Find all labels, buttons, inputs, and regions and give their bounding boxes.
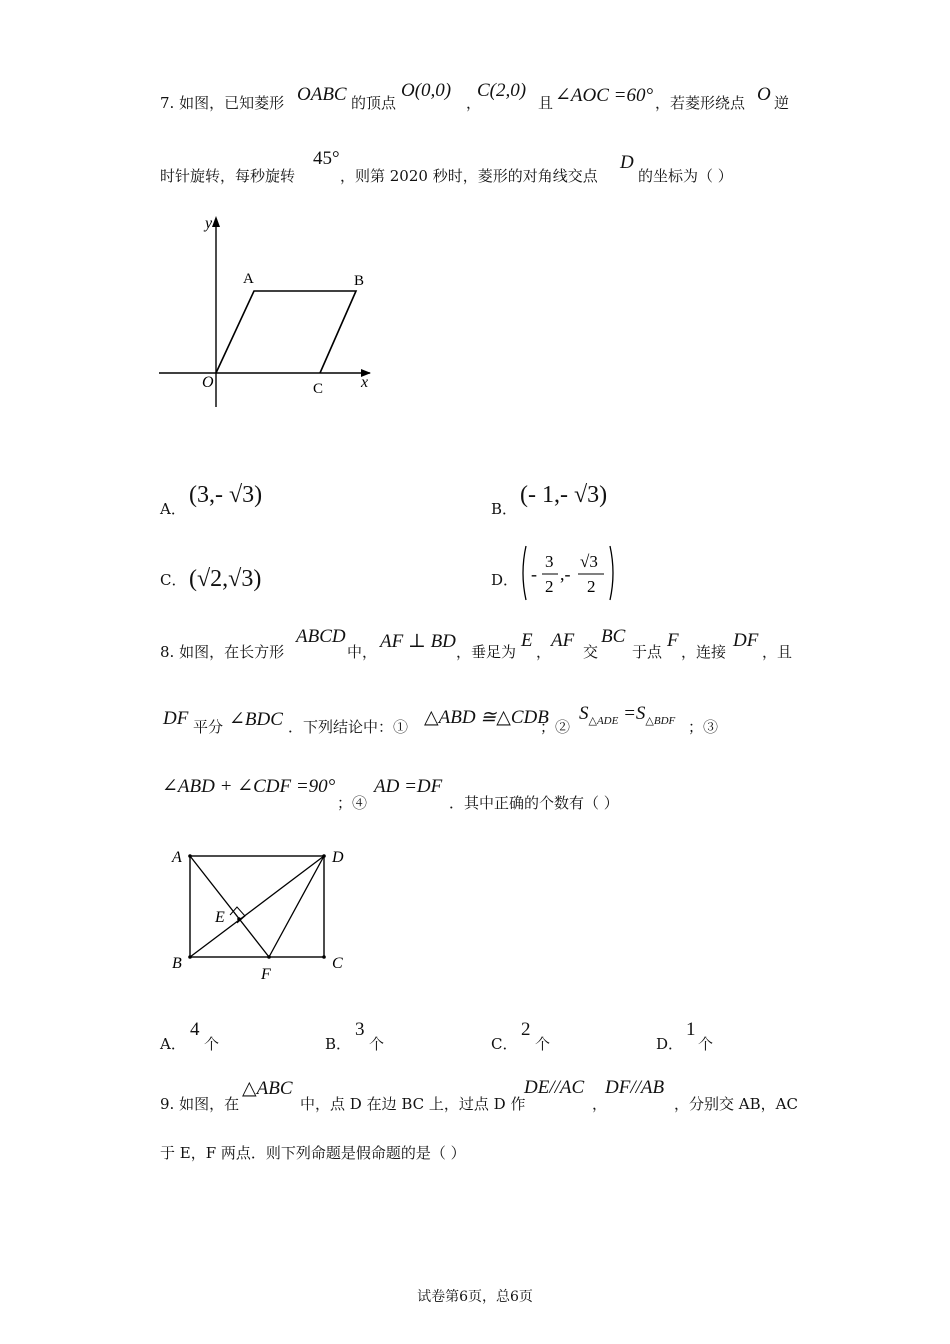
q8-math-bc: BC [601,626,626,647]
q7-option-c-label: C． [160,571,187,589]
q7-label-c: C [313,381,324,397]
q8-math-abcd: ABCD [296,626,346,647]
q8-label-b: B [172,955,182,972]
q8-option-d-unit: 个 [698,1035,714,1053]
q7-label-a: A [243,271,254,287]
q7-label-b: B [354,273,365,289]
q7-text-coordinate: 的坐标为（ ） [638,167,733,185]
q7-math-c20: C(2,0) [477,80,527,101]
q8-option-d-num: 1 [686,1019,696,1040]
q8-option-d-label: D． [656,1035,684,1053]
q8-math-angle-bdc: ∠BDC [229,709,283,730]
q7-label-y: y [205,215,213,232]
q7-label-o: O [202,374,214,391]
q8-text-connect: ，连接 [681,643,727,661]
q7-math-o: O [757,84,771,105]
q8-text-bisect: 平分 [193,718,224,736]
q8-math-f: F [667,630,679,651]
q8-text-four: ；④ [337,794,368,812]
q8-math-angle-sum: ∠ABD + ∠CDF =90° [162,776,336,797]
q8-option-a-label: A． [160,1035,186,1053]
q7-option-d-frac2-num: √3 [580,552,598,571]
q8-math-af: AF [551,630,575,651]
q8-text-and: ，且 [762,643,793,661]
q8-label-a: A [172,849,182,866]
page-footer: 试卷第6页，总6页 [417,1289,533,1305]
q7-option-c-expr: (√2,√3) [189,566,262,592]
q8-text-foot: ，垂足为 [456,643,517,661]
q7-option-d-expr [518,542,622,604]
q9-text-point-d: 中，点 D 在边 BC 上，过点 D 作 [300,1095,526,1113]
q8-option-c-num: 2 [521,1019,531,1040]
q7-option-b-expr: (- 1,- √3) [520,482,608,508]
q9-math-triangle-abc: △ABC [242,1078,293,1099]
q8-sub-bdf: △BDF [645,714,676,727]
q8-option-b-unit: 个 [369,1035,385,1053]
q9-text-false-prop: 于 E，F 两点．则下列命题是假命题的是（ ） [160,1144,466,1162]
q8-text-intro: 8. 如图，在长方形 [160,643,285,661]
q9-text-comma: ， [592,1095,608,1113]
q8-math-df: DF [733,630,759,651]
q7-option-a-label: A． [160,500,186,518]
q7-label-x: x [361,374,369,391]
q8-text-in: 中， [347,643,378,661]
q7-math-d: D [620,152,634,173]
q7-text-seconds: ，则第 2020 秒时，菱形的对角线交点 [340,167,598,185]
q8-math-df2: DF [163,708,189,729]
q7-option-d-comma-minus: ,- [560,564,571,584]
q8-sub-ade: △ADE [588,714,619,727]
q8-label-e: E [215,909,225,926]
q8-math-s-ade: S [579,703,589,724]
q9-math-df-parallel-ab: DF//AB [605,1077,665,1098]
q8-math-ad-df: AD =DF [374,776,443,797]
q8-math-e: E [521,630,533,651]
q8-figure-rectangle [165,842,355,987]
q7-option-d-minus1: - [531,564,537,584]
q7-option-b-label: B． [491,500,518,518]
q7-math-o00: O(0,0) [401,80,452,101]
q9-text-intersect: ，分别交 AB，AC [674,1095,798,1113]
q8-option-a-unit: 个 [204,1035,220,1053]
q7-text-and: 且 [538,94,554,112]
q8-text-conclusions: ．下列结论中：① [288,718,409,736]
q8-label-d: D [332,849,344,866]
q7-text-intro: 7. 如图，已知菱形 [160,94,285,112]
q7-option-d-frac2-den: 2 [587,577,596,596]
q7-text-clockwise: 时针旋转，每秒旋转 [160,167,296,185]
q8-text-comma: ， [536,643,552,661]
q7-text-rotate-about: ，若菱形绕点 [655,94,746,112]
q8-text-semicolon2: ；② [540,718,571,736]
q8-text-count: ．其中正确的个数有（ ） [449,794,619,812]
q8-text-semicolon3: ；③ [688,718,719,736]
q7-figure-rhombus [155,210,385,410]
q7-option-a-expr: (3,- √3) [189,482,263,508]
q7-math-oabc: OABC [297,84,347,105]
q7-text-vertex: 的顶点 [351,94,397,112]
q7-option-d-frac1-den: 2 [545,577,554,596]
q8-label-c: C [332,955,343,972]
q8-option-b-num: 3 [355,1019,365,1040]
q8-text-at-point: 于点 [632,643,663,661]
q7-option-d-frac1-num: 3 [545,552,554,571]
q8-option-c-unit: 个 [535,1035,551,1053]
q9-math-de-parallel-ac: DE//AC [524,1077,585,1098]
q8-option-c-label: C． [491,1035,518,1053]
q8-label-f: F [261,966,271,983]
q9-text-intro: 9. 如图，在 [160,1095,240,1113]
q8-math-congruent: △ABD ≅△CDB [424,707,549,728]
q8-text-intersect: 交 [583,643,599,661]
q8-option-b-label: B． [325,1035,352,1053]
q7-text-counter: 逆 [774,94,790,112]
q7-math-45deg: 45° [313,148,340,169]
q8-math-s-bdf: =S [618,703,646,724]
q8-math-af-perp-bd: AF ⊥ BD [380,631,456,652]
q8-option-a-num: 4 [190,1019,200,1040]
q7-option-d-label: D． [491,571,519,589]
q8-math-area-equal [579,703,675,727]
q7-math-angle-aoc: ∠AOC =60° [555,85,654,106]
q7-text-comma1: ， [466,94,482,112]
